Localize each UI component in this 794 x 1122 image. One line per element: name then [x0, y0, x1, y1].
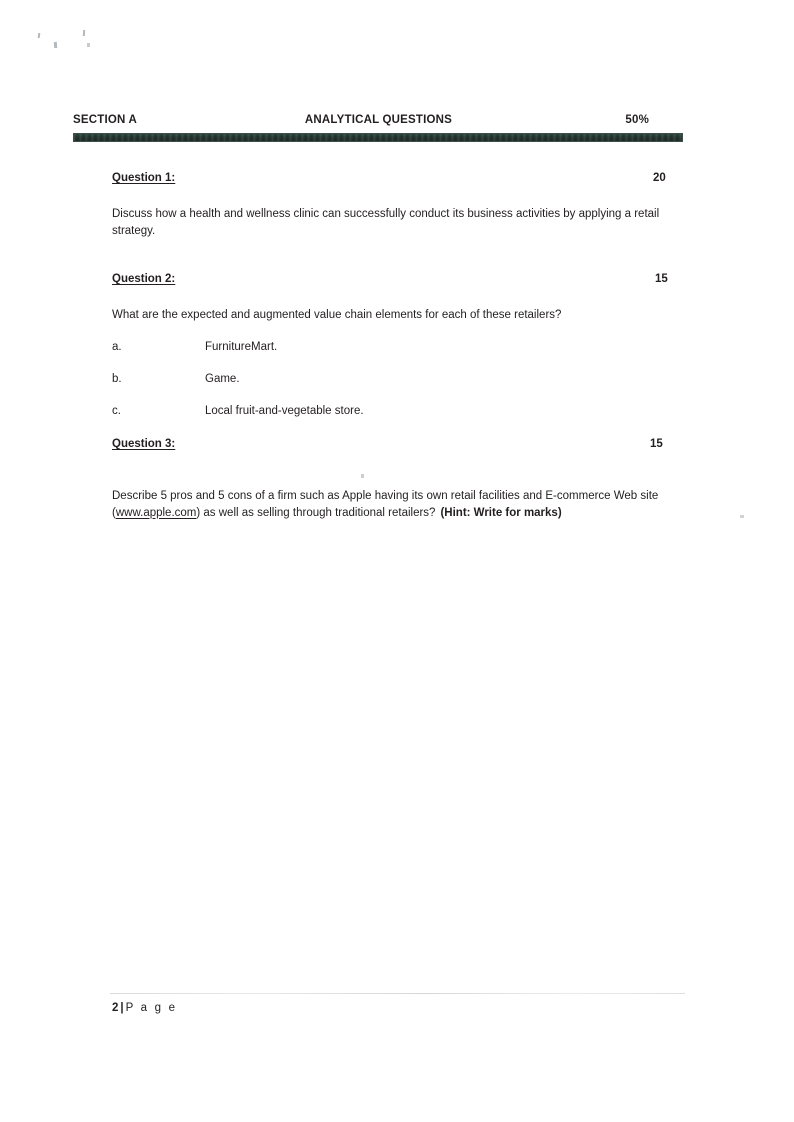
page-footer: [112, 1002, 177, 1014]
footer-separator: |: [120, 1002, 124, 1014]
scan-speck: [83, 30, 85, 36]
footer-page-word: P a g e: [125, 1002, 178, 1014]
footer-page-number: 2: [112, 1002, 119, 1014]
section-title: ANALYTICAL QUESTIONS: [304, 114, 453, 126]
section-header: [73, 114, 684, 132]
scan-speck: [54, 42, 57, 48]
scan-speck: [740, 515, 744, 518]
question-3-marks: 15: [650, 438, 663, 450]
question-3-label: Question 3:: [112, 438, 176, 450]
scan-speck: [361, 474, 364, 478]
scan-speck: [87, 43, 90, 47]
question-3-body-text-2: ) as well as selling through traditional retailers?: [196, 506, 436, 519]
question-2-body: What are the expected and augmented value chain elements for each of these retailers?: [112, 309, 562, 321]
question-1-heading: [112, 172, 684, 188]
list-item: [112, 405, 612, 437]
question-1-marks: 20: [653, 172, 666, 184]
list-item: [112, 341, 612, 373]
list-item-letter: c.: [112, 405, 121, 417]
section-divider-bar: [73, 133, 683, 142]
scan-speck: [38, 33, 41, 38]
question-1-body: Discuss how a health and wellness clinic can successfully conduct its business activities by applying a retail strategy.: [112, 208, 660, 237]
question-3-hint: (Hint: Write for marks): [440, 506, 562, 519]
question-2-sub-list: [112, 341, 612, 437]
apple-website-link[interactable]: www.apple.com: [115, 506, 197, 519]
footer-divider: [110, 993, 685, 994]
section-label: SECTION A: [73, 114, 137, 126]
question-2-heading: [112, 273, 684, 289]
question-1-label: Question 1:: [112, 172, 176, 184]
question-3-body-text-1: Describe 5 pros and 5 cons of a firm such as Apple having its own retail facilities and E-commerce Web site (: [112, 490, 659, 519]
question-3-heading: [112, 438, 684, 454]
list-item-text: FurnitureMart.: [205, 341, 278, 353]
question-2-label: Question 2:: [112, 273, 176, 285]
question-3-body: [112, 488, 668, 521]
question-2-marks: 15: [655, 273, 668, 285]
section-weight: 50%: [625, 114, 649, 126]
list-item-text: Local fruit-and-vegetable store.: [205, 405, 364, 417]
list-item-letter: b.: [112, 373, 122, 385]
list-item-text: Game.: [205, 373, 240, 385]
list-item: [112, 373, 612, 405]
list-item-letter: a.: [112, 341, 122, 353]
